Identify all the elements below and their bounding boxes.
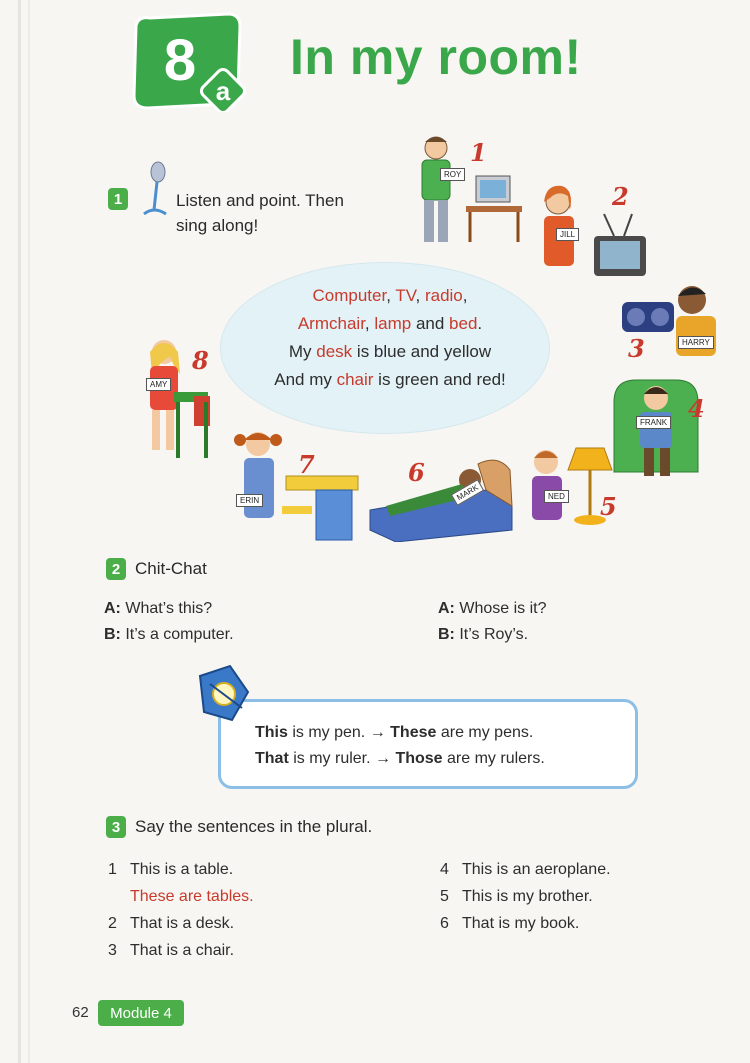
dialog-line [438,596,546,622]
grammar-these: These [385,724,437,741]
speaker-a: A: [438,600,455,617]
list-item-example [108,883,254,910]
grammar-row-2 [255,746,545,772]
microphone-icon [140,160,170,218]
song-text: and [411,314,450,333]
dialog-text: It’s a computer. [120,626,234,643]
item-text: That is a chair. [130,942,235,959]
character-number-6: 6 [408,458,425,487]
list-item [440,856,611,883]
word-bed: bed [449,314,478,333]
song-text: , [415,286,425,305]
word-lamp: lamp [374,314,412,333]
list-item [108,937,254,964]
dialog-right [438,596,546,648]
exercise-2-number: 2 [106,558,126,580]
dialog-line [104,622,234,648]
word-desk: desk [316,342,353,361]
character-number-8: 8 [192,346,209,375]
arrow-icon: → [375,750,392,767]
illustration-jill-tv [528,180,656,280]
unit-badge [128,12,246,112]
exercise-1-number: 1 [108,188,128,210]
song-line-3 [230,338,550,366]
name-tag-frank: FRANK [636,416,671,429]
dialog-left [104,596,234,648]
item-text: This is an aeroplane. [462,861,611,878]
item-text: This is a table. [130,861,234,878]
name-tag-amy: AMY [146,378,171,391]
name-tag-mark: MARK [451,479,484,506]
module-tab: Module 4 [98,1000,184,1026]
example-answer: These are tables. [130,888,254,905]
exercise-1-instruction [176,188,344,238]
list-item [440,910,611,937]
item-number: 5 [440,888,449,905]
song-text: . [477,314,483,333]
item-number: 3 [108,942,117,959]
word-computer: Computer [312,286,387,305]
character-number-4: 4 [688,394,705,423]
list-item [440,883,611,910]
item-number: 4 [440,861,449,878]
character-number-7: 7 [298,450,315,479]
song-text: is green and red! [373,370,506,389]
song-text: My [288,342,317,361]
grammar-text-part: is my pen. [287,724,370,741]
dialog-line [438,622,546,648]
list-item [108,910,254,937]
item-text: That is my book. [462,915,580,932]
item-number: 2 [108,915,117,932]
grammar-text-part: are my rulers. [442,750,545,767]
song-line-1 [230,282,550,310]
speaker-b: B: [438,626,455,643]
item-text: That is a desk. [130,915,235,932]
dialog-line [104,596,234,622]
speaker-a: A: [104,600,121,617]
song-lyrics [230,282,550,394]
unit-number: 8 [163,28,197,93]
exercise-3-list-right [440,856,611,937]
song-line-4 [230,366,550,394]
word-radio: radio [424,286,463,305]
speaker-b: B: [104,626,121,643]
grammar-text-part: are my pens. [436,724,534,741]
page-spine [18,0,21,1063]
dialog-text: Whose is it? [454,600,547,617]
character-number-2: 2 [612,182,629,211]
page-number: 62 [72,1004,89,1021]
grammar-text-part: is my ruler. [288,750,376,767]
song-text: , [462,286,468,305]
exercise-2-title: Chit-Chat [135,559,207,578]
item-number: 6 [440,915,449,932]
grammar-this: This [255,724,288,741]
song-text: And my [274,370,337,389]
exercise-3-title: Say the sentences in the plural. [135,817,373,836]
dialog-text: It’s Roy’s. [454,626,529,643]
arrow-icon: → [369,724,386,741]
word-tv: TV [395,286,416,305]
exercise-3-number: 3 [106,816,126,838]
unit-letter: a [215,76,231,106]
song-text: , [386,286,396,305]
word-chair: chair [336,370,374,389]
list-item [108,856,254,883]
character-number-3: 3 [628,334,645,363]
instruction-line-2: sing along! [176,216,259,235]
illustration-mark-bed [366,450,514,542]
page-title: In my room! [290,29,582,85]
illustration-erin-desk [226,420,362,544]
grammar-that: That [255,750,289,767]
name-tag-ned: NED [544,490,569,503]
spotlight-icon [190,664,254,728]
page-spine-line [28,0,30,1063]
character-number-5: 5 [600,492,617,521]
character-number-1: 1 [470,138,487,167]
name-tag-roy: ROY [440,168,465,181]
name-tag-erin: ERIN [236,494,263,507]
item-number: 1 [108,861,117,878]
grammar-row-1 [255,720,545,746]
name-tag-harry: HARRY [678,336,714,349]
exercise-3-list-left [108,856,254,964]
instruction-line-1: Listen and point. Then [176,191,344,210]
grammar-those: Those [391,750,443,767]
song-line-2 [230,310,550,338]
song-text: is blue and yellow [352,342,492,361]
item-text: This is my brother. [462,888,593,905]
dialog-text: What’s this? [120,600,213,617]
song-text: , [364,314,375,333]
word-armchair: Armchair [297,314,365,333]
name-tag-jill: JILL [556,228,579,241]
grammar-text [255,720,545,772]
